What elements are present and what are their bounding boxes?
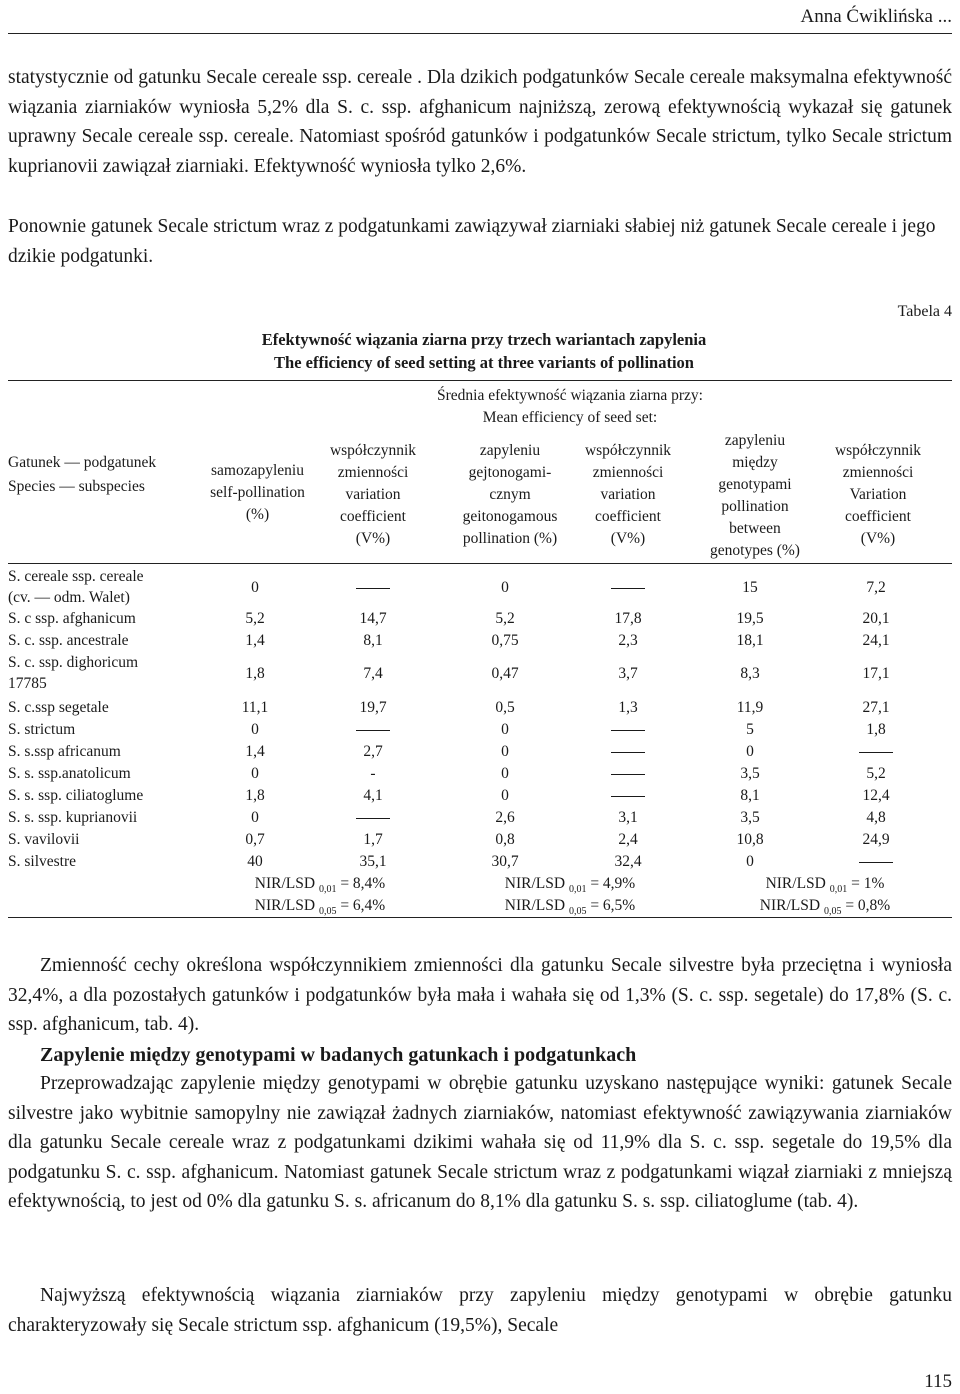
nir-subscript: 0,01 [318, 884, 337, 896]
column-header-line: (V%) [860, 530, 896, 547]
nir-label: NIR/LSD [504, 875, 566, 892]
value-cell: 0,75 [491, 632, 519, 649]
value-cell: 19,7 [359, 699, 387, 716]
species-cell [8, 741, 121, 762]
species-name-line: S. c. ssp. dighoricum [8, 654, 139, 671]
table-row [0, 807, 960, 829]
value-cell: 5 [746, 721, 754, 738]
column-header-line: zapyleniu [724, 432, 786, 449]
column-header-6 [818, 440, 938, 550]
species-name-line: S. strictum [8, 721, 76, 738]
value-cell: 18,1 [736, 632, 764, 649]
value-cell: 5,2 [495, 610, 515, 627]
value-cell: 12,4 [862, 787, 890, 804]
column-header-line: genotypami [718, 476, 792, 493]
nir-value: = 6,4% [340, 897, 386, 914]
value-cell: 2,6 [495, 809, 515, 826]
table-title-pl: Efektywność wiązania ziarna przy trzech wariantach zapylenia [261, 330, 707, 349]
dash-mark [611, 774, 645, 775]
value-cell: 0 [251, 809, 259, 826]
species-cell [8, 608, 136, 629]
column-header-line: coefficient [595, 508, 661, 525]
column-header-line: self-pollination [210, 484, 305, 501]
value-cell: 0 [501, 721, 509, 738]
value-cell: 1,4 [245, 743, 265, 760]
dash-mark [356, 588, 390, 589]
value-cell: 0 [501, 743, 509, 760]
value-cell [826, 851, 926, 873]
table-group-header [380, 385, 760, 429]
dash-mark [859, 862, 893, 863]
column-header-4 [572, 440, 684, 550]
dash-mark [611, 730, 645, 731]
column-header-line: współczynnik [584, 442, 672, 459]
value-cell: 17,8 [614, 610, 642, 627]
table-row [0, 566, 960, 610]
value-cell: 0 [251, 765, 259, 782]
value-cell: 8,1 [363, 632, 383, 649]
species-cell [8, 785, 143, 806]
value-cell: 0,5 [495, 699, 515, 716]
value-cell: 0,47 [491, 665, 519, 682]
column-header-line: zmienności [337, 464, 409, 481]
value-cell: 10,8 [736, 831, 764, 848]
species-cell [8, 652, 138, 694]
species-cell [8, 829, 79, 850]
column-header-line: pollination (%) [462, 530, 558, 547]
table-header-bottom-rule [8, 563, 952, 564]
nir-subscript: 0,05 [318, 906, 337, 918]
table-label: Tabela 4 [897, 303, 952, 320]
value-cell: 40 [247, 853, 263, 870]
nir-value: = 6,5% [590, 897, 636, 914]
column-header-line: variation [345, 486, 401, 503]
species-name-line: S. silvestre [8, 853, 77, 870]
species-name-line: S. s. ssp. kuprianovii [8, 809, 138, 826]
paragraph-4: Przeprowadzając zapylenie między genotypami w obrębie gatunku uzyskano następujące wyniki: gatunek Secale silvestre jako wybitnie samopylny nie zawiązał żadnych ziarniaków, natomiast efektywność zawiązywania ziarniaków dla gatunku Secale cereale wraz z podgatunkami dzikimi wahała się od 11,9% dla S. c. ssp. segetale do 19,5% dla podgatunku S. c. ssp. afghanicum. Natomiast gatunek Secale strictum wraz z podgatunkami wiązał ziarniaki z mniejszą efektywnością, to jest od 0% dla gatunku S. s. africanum do 8,1% dla gatunku S. s. ssp. ciliatoglume (tab. 4). [8, 1073, 952, 1213]
table-bottom-rule [8, 917, 952, 918]
nir-lsd-value [210, 895, 430, 923]
column-header-line: zmienności [842, 464, 914, 481]
value-cell [578, 719, 678, 741]
nir-label: NIR/LSD [254, 875, 316, 892]
dash-mark [356, 730, 390, 731]
species-name-line: S. s.ssp africanum [8, 743, 121, 760]
species-name-line: S. c ssp. afghanicum [8, 610, 136, 627]
value-cell: 14,7 [359, 610, 387, 627]
header-rule [8, 33, 952, 34]
column-header-line: coefficient [845, 508, 911, 525]
value-cell: 0 [746, 743, 754, 760]
paragraph-2: Ponownie gatunek Secale strictum wraz z podgatunkami zawiązywał ziarniaki słabiej niż gatunek Secale cereale i jego dzikie podgatunki. [8, 216, 936, 267]
nir-value: = 8,4% [340, 875, 386, 892]
column-header-line: współczynnik [329, 442, 417, 459]
value-cell: 0,8 [495, 831, 515, 848]
running-header-author: Anna Ćwiklińska ... [800, 6, 952, 27]
nir-subscript: 0,05 [823, 906, 842, 918]
value-cell: 11,9 [736, 699, 764, 716]
value-cell [323, 577, 423, 599]
value-cell: 0 [251, 579, 259, 596]
species-name-line: S. cereale ssp. cereale [8, 568, 144, 585]
nir-subscript: 0,01 [829, 884, 848, 896]
value-cell: 3,7 [618, 665, 638, 682]
value-cell: 1,8 [245, 665, 265, 682]
column-header-line: zmienności [592, 464, 664, 481]
column-header-line: zapyleniu [479, 442, 541, 459]
value-cell [578, 785, 678, 807]
column-header-line: pollination [721, 498, 789, 515]
species-cell [8, 851, 76, 872]
column-header-line: geitonogamous [462, 508, 558, 525]
species-name-line: S. c.ssp segetale [8, 699, 109, 716]
nir-value: = 4,9% [590, 875, 636, 892]
nir-subscript: 0,01 [568, 884, 587, 896]
species-header-en: Species — subspecies [8, 478, 145, 495]
column-header-5 [692, 430, 818, 562]
value-cell: 7,4 [363, 665, 383, 682]
table-row [0, 829, 960, 851]
paragraph-3: Zmienność cechy określona współczynnikiem zmienności dla gatunku Secale silvestre była przeciętna i wyniosła 32,4%, a dla pozostałych gatunków i podgatunków była mała i wahała się od 1,3% (S. c. ssp. segetale) do 17,8% (S. c. ssp. afghanicum, tab. 4). [8, 955, 952, 1036]
value-cell: 4,1 [363, 787, 383, 804]
value-cell: 11,1 [241, 699, 269, 716]
species-name-line: S. vavilovii [8, 831, 80, 848]
running-header [0, 0, 960, 34]
value-cell: 4,8 [866, 809, 886, 826]
value-cell: 7,2 [866, 579, 886, 596]
value-cell: 3,1 [618, 809, 638, 826]
column-header-line: genotypes (%) [710, 542, 800, 559]
paragraph-5: Najwyższą efektywnością wiązania ziarniaków przy zapyleniu między genotypami w obrębie gatunku charakteryzowały się Secale strictum ssp. afghanicum (19,5%), Secale [8, 1285, 952, 1336]
value-cell: 8,1 [740, 787, 760, 804]
species-header-pl: Gatunek — podgatunek [8, 454, 157, 471]
dash-mark [859, 752, 893, 753]
value-cell: 1,8 [866, 721, 886, 738]
table-title-en: The efficiency of seed setting at three variants of pollination [274, 353, 694, 372]
table-row [0, 697, 960, 719]
value-cell: 1,4 [245, 632, 265, 649]
value-cell: 5,2 [866, 765, 886, 782]
value-cell [323, 807, 423, 829]
value-cell: 19,5 [736, 610, 764, 627]
value-cell: 2,3 [618, 632, 638, 649]
value-cell: 24,1 [862, 632, 890, 649]
table-row [0, 630, 960, 652]
group-header-pl: Średnia efektywność wiązania ziarna przy: [437, 387, 703, 404]
value-cell: 0 [501, 579, 509, 596]
value-cell: 8,3 [740, 665, 760, 682]
species-name-line: (cv. — odm. Walet) [8, 589, 130, 606]
value-cell [826, 741, 926, 763]
species-cell [8, 697, 109, 718]
table-row [0, 719, 960, 741]
dash-mark [611, 796, 645, 797]
value-cell: 27,1 [862, 699, 890, 716]
column-header-line: Variation [849, 486, 907, 503]
column-header-line: współczynnik [834, 442, 922, 459]
species-cell [8, 630, 129, 651]
table-row [0, 785, 960, 807]
column-header-1 [195, 460, 320, 526]
table-row [0, 741, 960, 763]
nir-value: = 1% [851, 875, 885, 892]
column-header-line: samozapyleniu [211, 462, 304, 479]
value-cell [323, 719, 423, 741]
column-header-line: variation [600, 486, 656, 503]
value-cell: 32,4 [614, 853, 642, 870]
dash-mark [611, 588, 645, 589]
nir-label: NIR/LSD [504, 897, 566, 914]
column-header-line: między [732, 454, 778, 471]
value-cell [578, 577, 678, 599]
value-cell: 0,7 [245, 831, 265, 848]
species-cell [8, 719, 75, 740]
nir-label: NIR/LSD [254, 897, 316, 914]
dash-mark [611, 752, 645, 753]
value-cell: 0 [251, 721, 259, 738]
species-name-line: S. s. ssp.anatolicum [8, 765, 131, 782]
table-species-header [8, 451, 188, 499]
column-header-line: (V%) [610, 530, 646, 547]
column-header-2 [318, 440, 428, 550]
table-top-rule [8, 380, 952, 381]
species-cell [8, 566, 144, 608]
value-cell: 5,2 [245, 610, 265, 627]
value-cell: 2,7 [363, 743, 383, 760]
nir-label: NIR/LSD [759, 897, 821, 914]
value-cell: 30,7 [491, 853, 519, 870]
species-name-line: S. s. ssp. ciliatoglume [8, 787, 144, 804]
nir-label: NIR/LSD [765, 875, 826, 892]
column-header-line: cznym [489, 486, 531, 503]
species-name-line: 17785 [8, 675, 47, 692]
column-header-line: coefficient [340, 508, 406, 525]
dash-mark [356, 818, 390, 819]
value-cell: 15 [742, 579, 758, 596]
table-row [0, 652, 960, 696]
value-cell: 0 [746, 853, 754, 870]
value-cell: 1,8 [245, 787, 265, 804]
value-cell: 1,7 [363, 831, 383, 848]
table-row [0, 763, 960, 785]
nir-value: = 0,8% [845, 897, 891, 914]
table-row [0, 851, 960, 873]
paragraph-1: statystycznie od gatunku Secale cereale ssp. cereale . Dla dzikich podgatunków Secale cereale maksymalna efektywność wiązania ziarniaków wyniosła 5,2% dla S. c. ssp. afghanicum najniższą, zerową efektywnością wykazał się gatunek uprawny Secale cereale ssp. cereale. Natomiast spośród gatunków i podgatunków Secale strictum, tylko Secale strictum kuprianovii zawiązał ziarniaki. Efektywność wyniosła tylko 2,6%. [8, 67, 952, 177]
species-cell [8, 763, 131, 784]
value-cell: 0 [501, 765, 509, 782]
page-number: 115 [924, 1371, 952, 1392]
column-header-line: (V%) [355, 530, 391, 547]
value-cell: 2,4 [618, 831, 638, 848]
column-header-line: between [729, 520, 781, 537]
value-cell: - [370, 765, 376, 782]
value-cell: 24,9 [862, 831, 890, 848]
nir-lsd-value [715, 895, 935, 923]
species-name-line: S. c. ssp. ancestrale [8, 632, 129, 649]
value-cell [578, 741, 678, 763]
value-cell: 20,1 [862, 610, 890, 627]
value-cell: 1,3 [618, 699, 638, 716]
table-row [0, 608, 960, 630]
value-cell [578, 763, 678, 785]
species-cell [8, 807, 137, 828]
nir-subscript: 0,05 [568, 906, 587, 918]
group-header-en: Mean efficiency of seed set: [482, 409, 658, 426]
value-cell: 3,5 [740, 809, 760, 826]
column-header-line: (%) [245, 506, 270, 523]
value-cell: 35,1 [359, 853, 387, 870]
column-header-3 [440, 440, 580, 550]
value-cell: 17,1 [862, 665, 890, 682]
value-cell: 3,5 [740, 765, 760, 782]
section-title: Zapylenie między genotypami w badanych gatunkach i podgatunkach [40, 1044, 637, 1066]
nir-lsd-value [460, 895, 680, 923]
column-header-line: gejtonogami- [468, 464, 552, 481]
value-cell: 0 [501, 787, 509, 804]
